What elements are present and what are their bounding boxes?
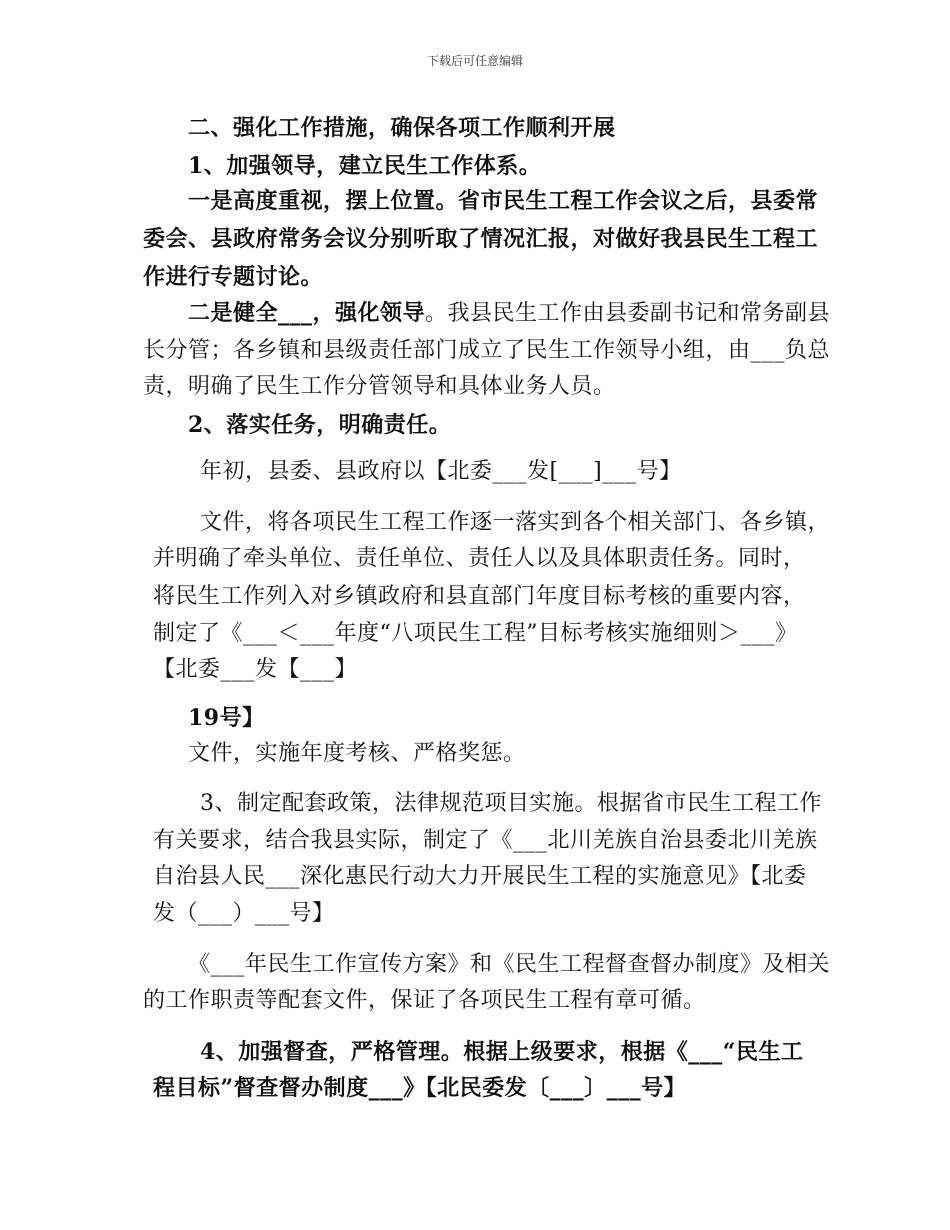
paragraph-line: 委会、县政府常务会议分别听取了情况汇报，对做好我县民生工程工 xyxy=(143,226,819,252)
paragraph-line: 文件，实施年度考核、严格奖惩。 xyxy=(188,741,526,766)
paragraph-line: 自治县人民___深化惠民行动大力开展民生工程的实施意见》【北委 xyxy=(153,864,807,889)
paragraph-line: 《___年民生工作宣传方案》和《民生工程督查督办制度》及相关 xyxy=(188,952,831,977)
subheading-2: 2、落实任务，明确责任。 xyxy=(188,412,452,438)
bold-lead: 二是健全___，强化领导 xyxy=(188,300,426,326)
paragraph-line: 的工作职责等配套文件，保证了各项民生工程有章可循。 xyxy=(143,988,706,1013)
regular-text: 。我县民生工作由县委副书记和常务副县 xyxy=(425,301,831,326)
paragraph-line: 文件，将各项民生工程工作逐一落实到各个相关部门、各乡镇， xyxy=(200,510,831,535)
paragraph-line: 发（___）___号】 xyxy=(153,901,335,926)
paragraph-line: 程目标”督查督办制度___》【北民委发〔___〕___号】 xyxy=(153,1075,687,1101)
paragraph-line: 责，明确了民生工作分管领导和具体业务人员。 xyxy=(143,374,616,399)
paragraph-line: 作进行专题讨论。 xyxy=(143,264,324,290)
paragraph-line: 年初，县委、县政府以【北委___发[___]___号】 xyxy=(200,459,682,484)
paragraph-line xyxy=(188,298,830,329)
paragraph-line: 19号】 xyxy=(188,705,265,731)
subheading-4: 4、加强督查，严格管理。根据上级要求，根据《___“民生工 xyxy=(200,1039,804,1065)
paragraph-line: 有关要求，结合我县实际，制定了《___北川羌族自治县委北川羌族 xyxy=(153,828,818,853)
subheading-1: 1、加强领导，建立民生工作体系。 xyxy=(188,153,542,179)
paragraph-line: 3、制定配套政策，法律规范项目实施。根据省市民生工程工作 xyxy=(200,791,822,816)
paragraph-line: 长分管；各乡镇和县级责任部门成立了民生工作领导小组，由___负总 xyxy=(143,338,831,363)
section-heading: 二、强化工作措施，确保各项工作顺利开展 xyxy=(188,115,616,141)
paragraph-line: 【北委___发【___】 xyxy=(153,657,358,682)
page-header: 下载后可任意编辑 xyxy=(426,54,523,68)
paragraph-line: 制定了《___＜___年度“八项民生工程”目标考核实施细则＞___》 xyxy=(153,621,798,646)
paragraph-line: 并明确了牵头单位、责任单位、责任人以及具体职责任务。同时， xyxy=(153,546,806,571)
paragraph-line: 将民生工作列入对乡镇政府和县直部门年度目标考核的重要内容， xyxy=(153,584,806,609)
paragraph-line: 一是高度重视，摆上位置。省市民生工程工作会议之后，县委常 xyxy=(188,188,819,214)
